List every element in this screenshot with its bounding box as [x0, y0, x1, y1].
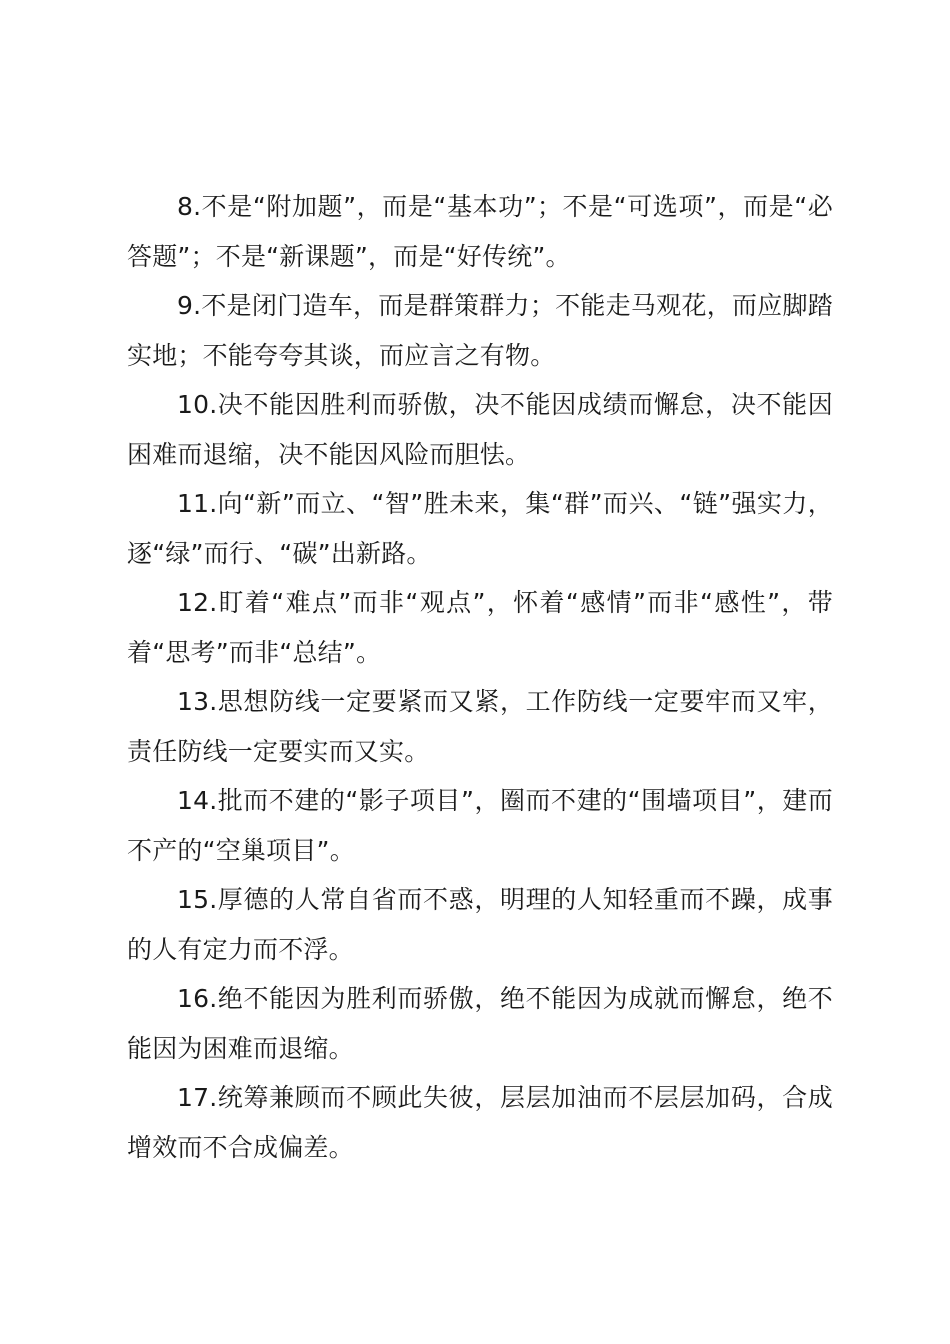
paragraph-10: 10.决不能因胜利而骄傲，决不能因成绩而懈怠，决不能因困难而退缩，决不能因风险而胆怯。 — [127, 390, 833, 469]
paragraph-13: 13.思想防线一定要紧而又紧，工作防线一定要牢而又牢，责任防线一定要实而又实。 — [127, 687, 833, 766]
paragraph-9: 9.不是闭门造车，而是群策群力；不能走马观花，而应脚踏实地；不能夸夸其谈，而应言之有物。 — [127, 291, 833, 370]
document-body — [127, 182, 833, 1172]
paragraph-15: 15.厚德的人常自省而不惑，明理的人知轻重而不躁，成事的人有定力而不浮。 — [127, 885, 833, 964]
paragraph-16: 16.绝不能因为胜利而骄傲，绝不能因为成就而懈怠，绝不能因为困难而退缩。 — [127, 984, 833, 1063]
paragraph-17: 17.统筹兼顾而不顾此失彼，层层加油而不层层加码，合成增效而不合成偏差。 — [127, 1083, 833, 1162]
paragraph-11: 11.向“新”而立、“智”胜未来，集“群”而兴、“链”强实力，逐“绿”而行、“碳”出新路。 — [127, 489, 833, 568]
paragraph-8: 8.不是“附加题”，而是“基本功”；不是“可选项”，而是“必答题”；不是“新课题”，而是“好传统”。 — [127, 192, 833, 271]
paragraph-12: 12.盯着“难点”而非“观点”，怀着“感情”而非“感性”，带着“思考”而非“总结”。 — [127, 588, 833, 667]
paragraph-14: 14.批而不建的“影子项目”，圈而不建的“围墙项目”，建而不产的“空巢项目”。 — [127, 786, 833, 865]
